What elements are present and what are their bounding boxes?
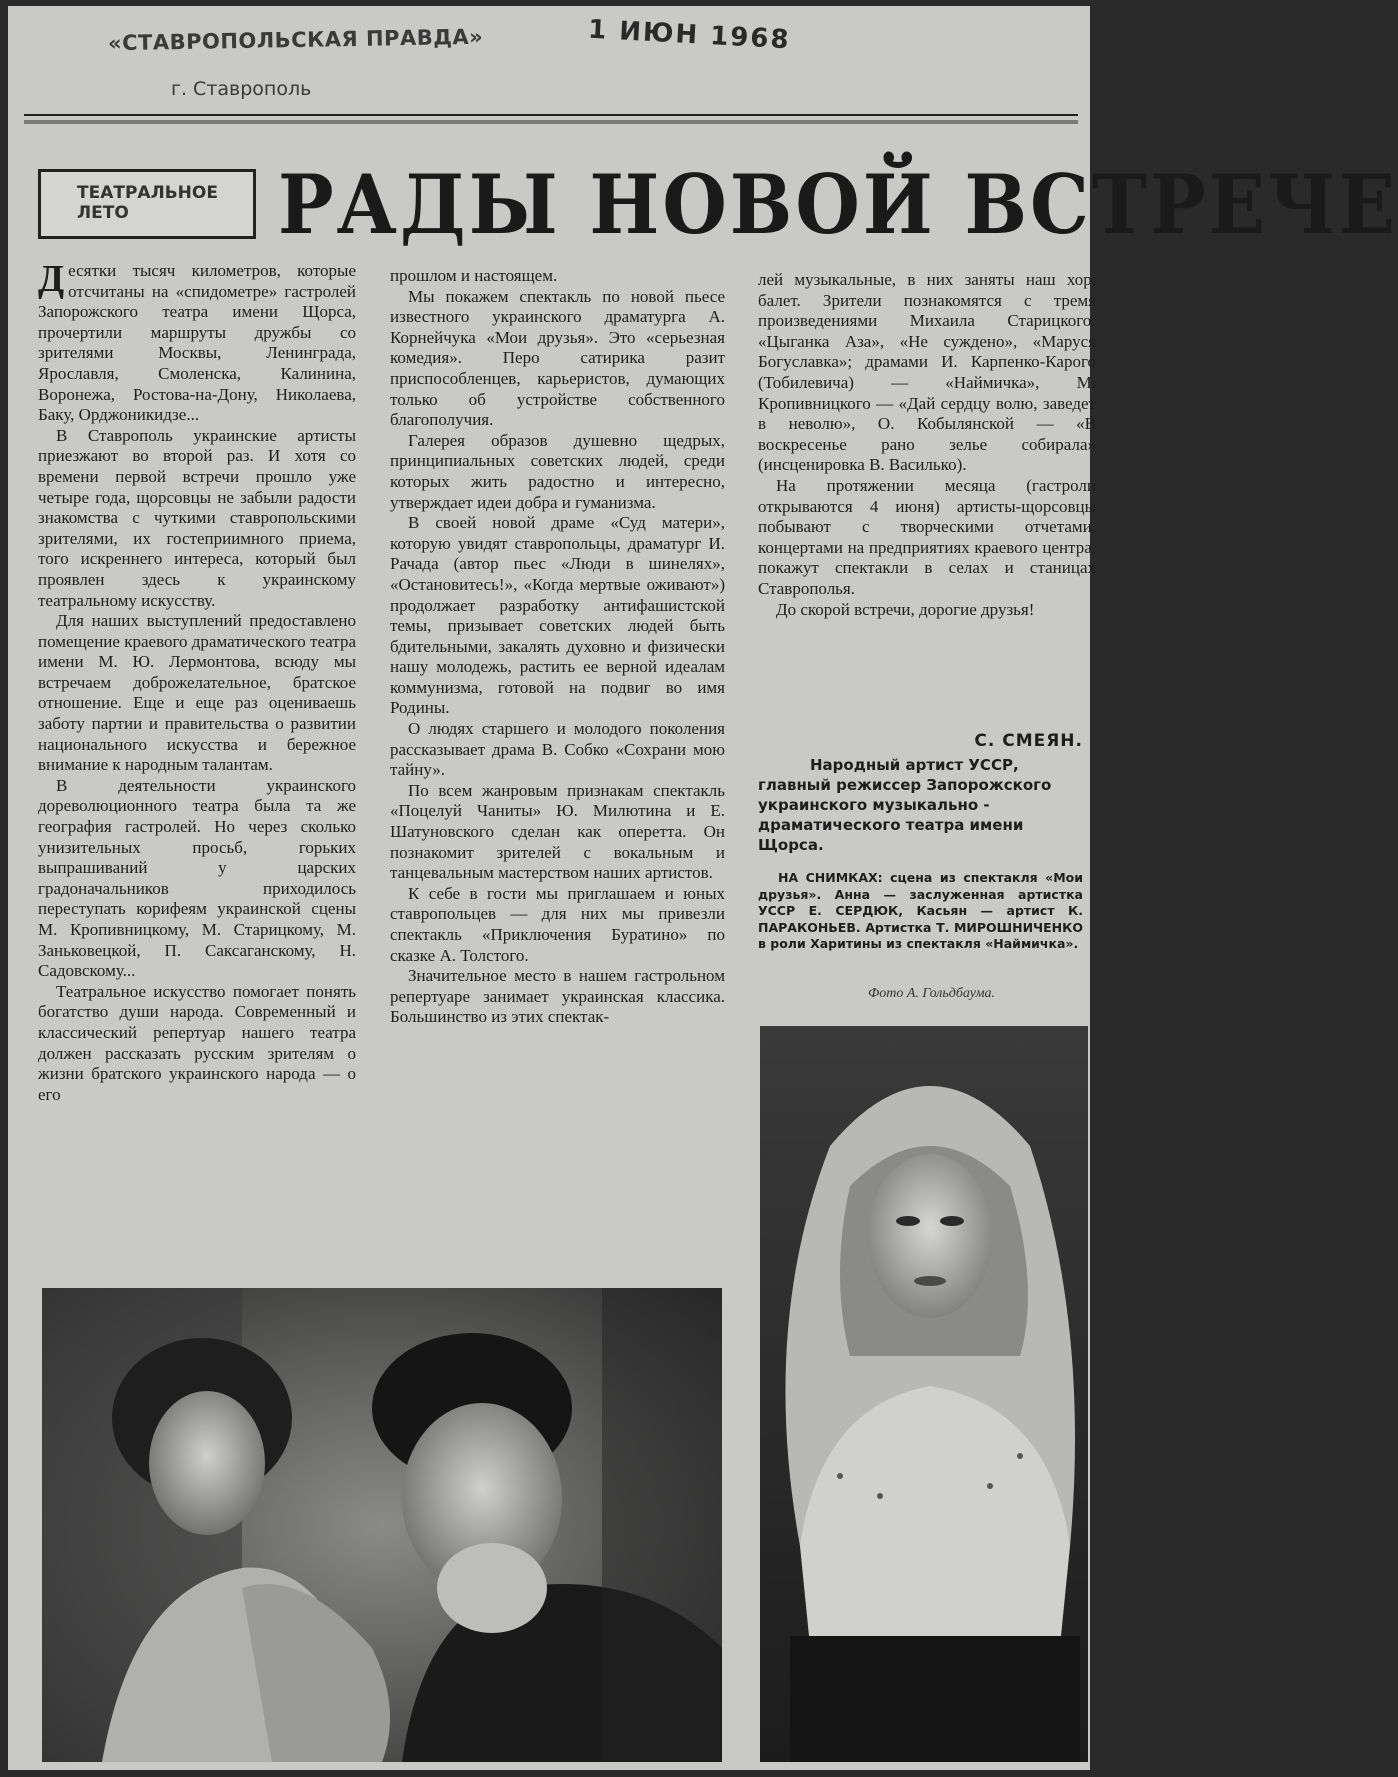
photo-credit: Фото А. Гольдбаума. <box>868 986 996 1001</box>
actress-photo <box>760 1026 1088 1762</box>
rubric-box <box>38 169 256 239</box>
date-stamp: 1 ИЮН 1968 <box>587 14 792 56</box>
article-paragraph: Галерея образов душевно щедрых, принципиальных советских людей, среди которых жить радостно и интересно, утверждает идеи добра и гуманизма. <box>390 430 725 512</box>
article-paragraph: На протяжении месяца (гастроли открываются 4 июня) артисты-щорсовцы побывают с творческими отчетами, концертами на предприятиях краевого центра, покажут спектакли в селах и станицах Ставрополья. <box>758 475 1096 598</box>
article-paragraph: К себе в гости мы приглашаем и юных ставропольцев — для них мы привезли спектакль «Приключения Буратино» по сказке А. Толстого. <box>390 883 725 965</box>
actress-photo-image <box>760 1026 1088 1762</box>
article-column-2 <box>390 266 725 1028</box>
article-paragraph: прошлом и настоящем. <box>390 266 558 285</box>
article-column-1 <box>38 258 356 1105</box>
article-paragraph: О людях старшего и молодого поколения рассказывает драма В. Собко «Сохрани мою тайну». <box>390 719 725 780</box>
article-paragraph: В Ставрополь украинские артисты приезжают во второй раз. И хотя со времени первой встречи прошло уже четыре года, щорсовцы не забыли радости знакомства с чуткими ставропольскими зрителями, их гостеприимного приема, того искреннего интереса, который был проявлен здесь к украинскому театральному искусству. <box>38 425 356 610</box>
scene-photo <box>42 1288 722 1762</box>
article-headline: РАДЫ НОВОЙ ВСТРЕЧЕ <box>278 158 1398 253</box>
article-paragraph: Мы покажем спектакль по новой пьесе известного украинского драматурга А. Корнейчука «Мои друзья». Это «серьезная комедия». Перо сатирика разит приспособленцев, карьеристов, думающих только об устройстве собственного благополучия. <box>390 286 725 430</box>
scene-photo-image <box>42 1288 722 1762</box>
rubric-line-1: ТЕАТРАЛЬНОЕ <box>77 183 218 203</box>
header-band <box>24 120 1078 124</box>
rubric-line-2: ЛЕТО <box>77 203 129 223</box>
drop-cap: Д <box>38 258 65 300</box>
article-paragraph: Театральное искусство помогает понять богатство души народа. Современный и классический репертуар нашего театра должен рассказать русским зрителям о жизни братского украинского народа — о его <box>38 981 356 1104</box>
city-stamp: г. Ставрополь <box>171 78 312 100</box>
article-paragraph: Десятки тысяч километров, которые отсчитаны на «спидометре» гастролей Запорожского театра имени Щорса, прочертили маршруты дружбы со зрителями Москвы, Ленинграда, Ярославля, Смоленска, Калинина, Воронежа, Ростова-на-Дону, Николаева, Баку, Орджоникидзе... <box>38 258 356 425</box>
article-paragraph: Значительное место в нашем гастрольном репертуаре занимает украинская классика. Большинство из этих спектак- <box>390 966 725 1027</box>
article-paragraph: В деятельности украинского дореволюционного театра была та же география гастролей. Но через сколько унизительных просьб, горьких выпрашиваний у царских градоначальников приходилось переступать корифеям украинской сцены М. Кропивницкому, М. Старицкому, М. Заньковецкой, П. Саксаганскому, Н. Садовскому... <box>38 775 356 981</box>
article-paragraph: В своей новой драме «Суд матери», которую увидят ставропольцы, драматург И. Рачада (автор пьес «Люди в шинелях», «Остановитесь!», «Когда мертвые оживают») продолжает разработку антифашистской темы, призывает советских людей быть бдительными, закалять духовно и физически нашу молодежь, растить ее верной идеалам коммунизма, готовой на подвиг во имя Родины. <box>390 513 725 718</box>
article-paragraph: По всем жанровым признакам спектакль «Поцелуй Чаниты» Ю. Милютина и Е. Шатуновского сделан как оперетта. Он познакомит зрителей с вокальным и танцевальным мастерством наших артистов. <box>390 780 725 883</box>
author-title: Народный артист УССР, главный режиссер Запорожского украинского музыкально - драматического театра имени Щорса. <box>758 756 1052 854</box>
photo-caption: НА СНИМКАХ: сцена из спектакля «Мои друзья». Анна — заслуженная артистка УССР Е. СЕРДЮК, Касьян — артист К. ПАРАКОНЬЕВ. Артистка Т. МИРОШНИЧЕНКО в роли Харитины из спектакля «Наймичка». <box>758 870 1083 951</box>
article-column-3 <box>758 270 1096 620</box>
article-paragraph: Для наших выступлений предоставлено помещение краевого драматического театра имени М. Ю. Лермонтова, всюду мы встречаем доброжелательное, братское отношение. Еще и еще раз оцениваешь заботу партии и правительства о развитии национального искусства и бережное внимание к народным талантам. <box>38 611 356 775</box>
newspaper-clipping <box>8 6 1398 1770</box>
header-rule <box>24 114 1078 116</box>
author-signature <box>758 731 1083 855</box>
newspaper-name-stamp: «СТАВРОПОЛЬСКАЯ ПРАВДА» <box>107 24 484 56</box>
author-name: С. СМЕЯН. <box>974 731 1083 751</box>
article-paragraph: До скорой встречи, дорогие друзья! <box>776 599 1035 619</box>
article-paragraph: лей музыкальные, в них заняты наш хор, балет. Зрители познакомятся с тремя произведениями Михаила Старицкого: «Цыганка Аза», «Не суждено», «Маруся Богуславка»; драмами И. Карпенко-Карого (Тобилевича) — «Наймичка», М. Кропивницкого — «Дай сердцу волю, заведет в неволю», О. Кобылянской — «В воскресенье рано зелье собирала» (инсценировка В. Василько). <box>758 270 1096 475</box>
